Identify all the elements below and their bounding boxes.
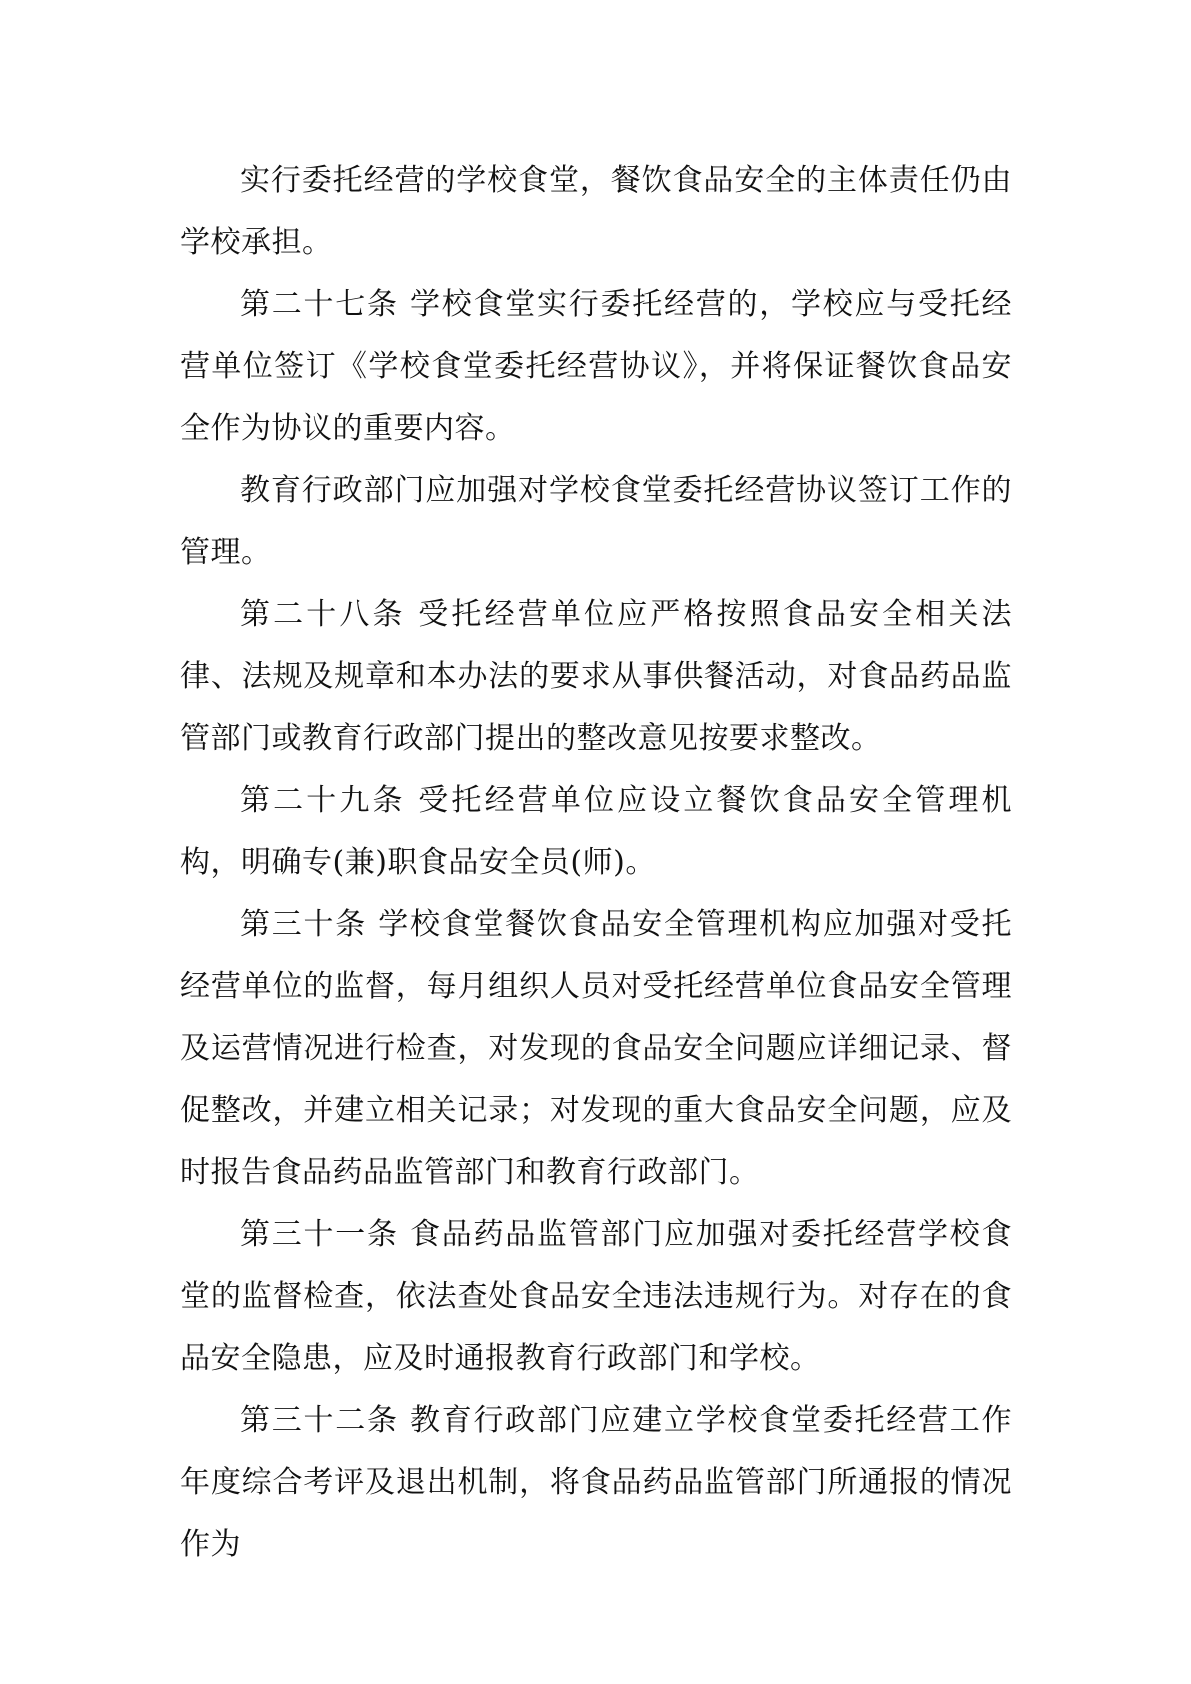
paragraph-article-32: 第三十二条 教育行政部门应建立学校食堂委托经营工作年度综合考评及退出机制，将食品药品监管部门所通报的情况作为	[180, 1403, 1012, 1562]
document-body	[180, 150, 1012, 1576]
paragraph-article-27: 第二十七条 学校食堂实行委托经营的，学校应与受托经营单位签订《学校食堂委托经营协议》，并将保证餐饮食品安全作为协议的重要内容。	[180, 287, 1012, 446]
paragraph-article-28: 第二十八条 受托经营单位应严格按照食品安全相关法律、法规及规章和本办法的要求从事供餐活动，对食品药品监管部门或教育行政部门提出的整改意见按要求整改。	[180, 597, 1012, 756]
paragraph-school-responsibility: 实行委托经营的学校食堂，餐饮食品安全的主体责任仍由学校承担。	[180, 163, 1012, 260]
paragraph-article-30: 第三十条 学校食堂餐饮食品安全管理机构应加强对受托经营单位的监督，每月组织人员对受托经营单位食品安全管理及运营情况进行检查，对发现的食品安全问题应详细记录、督促整改，并建立相关记录；对发现的重大食品安全问题，应及时报告食品药品监管部门和教育行政部门。	[180, 907, 1012, 1190]
paragraph-article-31: 第三十一条 食品药品监管部门应加强对委托经营学校食堂的监督检查，依法查处食品安全违法违规行为。对存在的食品安全隐患，应及时通报教育行政部门和学校。	[180, 1217, 1012, 1376]
paragraph-article-29: 第二十九条 受托经营单位应设立餐饮食品安全管理机构，明确专(兼)职食品安全员(师)。	[180, 783, 1012, 880]
paragraph-education-dept-management: 教育行政部门应加强对学校食堂委托经营协议签订工作的管理。	[180, 473, 1012, 570]
